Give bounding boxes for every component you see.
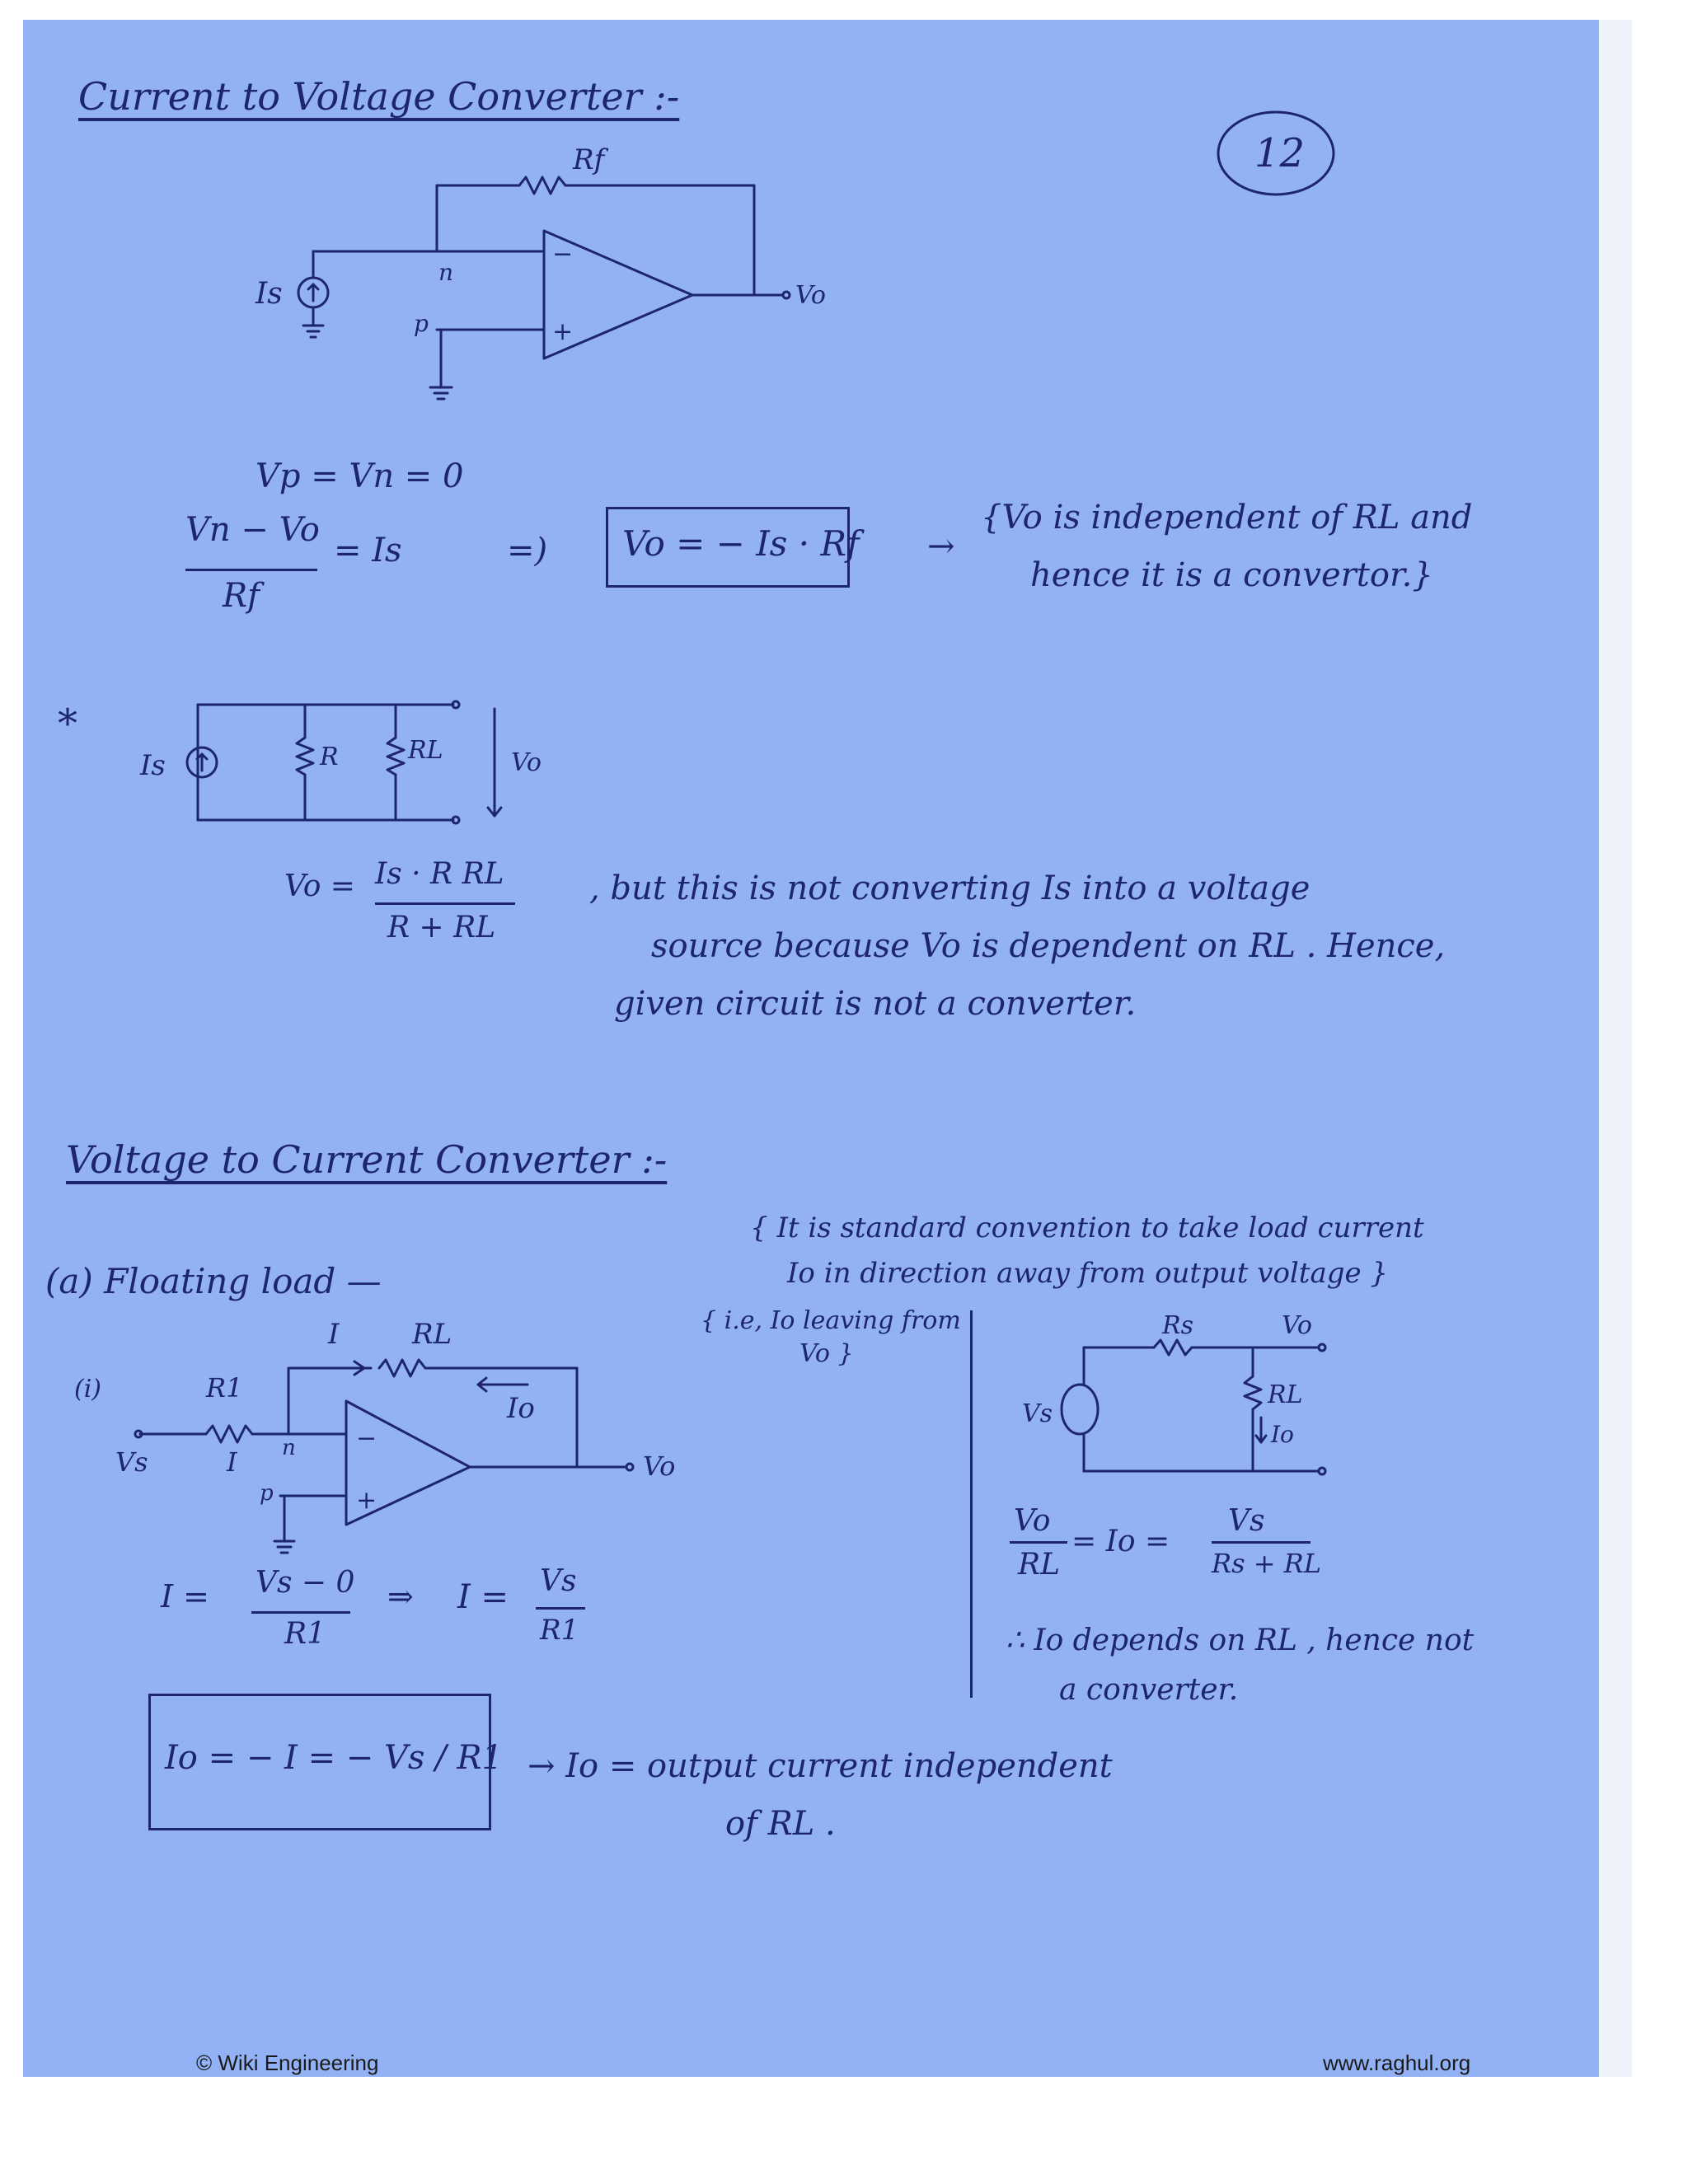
i-mid-label: I [227,1446,237,1478]
note1-arrow: → [927,527,955,565]
plus-label: + [356,1486,377,1515]
parallel-circuit [132,692,593,832]
note2-line3: given circuit is not a converter. [614,985,1137,1023]
rf-label: Rf [573,143,605,176]
side-note-line2: a converter. [1059,1673,1239,1707]
convention-line1: { It is standard convention to take load current [750,1212,1424,1244]
rl-label: RL [408,736,443,765]
eq3-denominator: R + RL [387,911,496,944]
r-resistor [297,738,313,775]
side-eq-rhs-den: Rs + RL [1212,1548,1322,1579]
floating-load-subheading: (a) Floating load — [45,1261,382,1301]
vo-label: Vo [643,1451,676,1482]
eq2-denominator: Rf [223,577,260,615]
ie-line1: { i.e, Io leaving from [701,1306,961,1335]
eq-i-den: R1 [284,1617,326,1651]
side-eq-lhs-den: RL [1018,1548,1061,1582]
side-eq-rhs-num: Vs [1228,1504,1265,1538]
eq-i-implies: ⇒ [387,1578,414,1615]
section3-title: Voltage to Current Converter :- [66,1137,668,1182]
eq2-numerator: Vn − Vo [185,511,320,549]
vo-label: Vo [1282,1311,1312,1340]
eq-vp-vn: Vp = Vn = 0 [256,457,464,495]
is-label: Is [140,749,166,782]
minus-label: − [552,240,574,269]
voltage-source-symbol [1062,1385,1098,1434]
r1-label: R1 [206,1372,243,1404]
item-label: (i) [74,1375,102,1404]
rs-resistor [1154,1340,1192,1355]
ie-line2: Vo } [799,1339,854,1368]
r1-resistor [206,1426,252,1442]
eq3-numerator: Is · R RL [375,857,504,891]
is-label: Is [256,277,283,311]
io-label: Io [507,1392,535,1425]
page-number: 12 [1254,130,1306,176]
eq-i2-bar [536,1607,585,1610]
footer-right: www.raghul.org [1323,2050,1471,2075]
vs-label: Vs [115,1446,148,1478]
note1-line2: hence it is a convertor.} [1030,556,1433,594]
note1-line1: {Vo is independent of RL and [981,499,1473,537]
side-note-line1: ∴ Io depends on RL , hence not [1006,1624,1475,1657]
column-divider [970,1310,973,1698]
implies-symbol: =) [507,532,548,569]
rl-resistor [387,738,404,775]
rl-label: RL [412,1318,452,1351]
rl-resistor [379,1360,425,1376]
rs-rl-circuit [1014,1310,1360,1492]
i-to-v-circuit [239,140,857,420]
n-label: n [282,1436,296,1460]
note2-line1: , but this is not converting Is into a voltage [589,869,1311,907]
eq-i-lhs: I = [161,1578,209,1615]
note2-line2: source because Vo is dependent on RL . Hence, [651,927,1446,965]
result-1: Vo = − Is · Rf [622,523,860,564]
vs-label: Vs [1022,1399,1053,1428]
i-top-label: I [328,1318,340,1351]
eq2-rhs: = Is [334,532,402,569]
r-label: R [320,743,339,771]
p-label: p [260,1481,274,1506]
page-edge [1599,20,1632,2077]
result-2: Io = − I = − Vs / R1 [165,1739,503,1777]
n-label: n [438,259,454,286]
eq-i2-num: Vs [540,1564,577,1598]
eq-i2-lhs: I = [457,1578,509,1616]
eq-i-num: Vs − 0 [256,1566,355,1600]
side-eq-rhs-bar [1212,1541,1311,1544]
rs-label: Rs [1162,1311,1193,1340]
vo-label: Vo [795,281,826,310]
p-label: p [414,310,429,337]
rl-label: RL [1268,1380,1303,1409]
eq-i2-den: R1 [540,1614,579,1647]
minus-label: − [356,1424,377,1453]
side-eq-mid: = Io = [1071,1525,1170,1558]
side-eq-lhs-bar [1010,1541,1067,1544]
result-note-line1: → Io = output current independent [528,1747,1113,1785]
eq2-fraction-bar [185,569,317,571]
convention-line2: Io in direction away from output voltage } [787,1257,1389,1290]
floating-load-circuit [66,1310,725,1591]
plus-label: + [552,317,574,346]
section2-marker: * [58,701,77,747]
io-label: Io [1271,1421,1294,1448]
result-note-line2: of RL . [725,1805,836,1843]
eq-i-bar [251,1611,350,1614]
footer-left: © Wiki Engineering [196,2050,379,2075]
rf-resistor [519,177,565,194]
vo-label: Vo [511,748,542,777]
section1-title: Current to Voltage Converter :- [78,74,680,119]
eq3-lhs: Vo = [284,869,355,903]
side-eq-lhs-num: Vo [1014,1504,1051,1538]
page-number-circle [1212,107,1343,206]
eq3-fraction-bar [375,902,515,905]
